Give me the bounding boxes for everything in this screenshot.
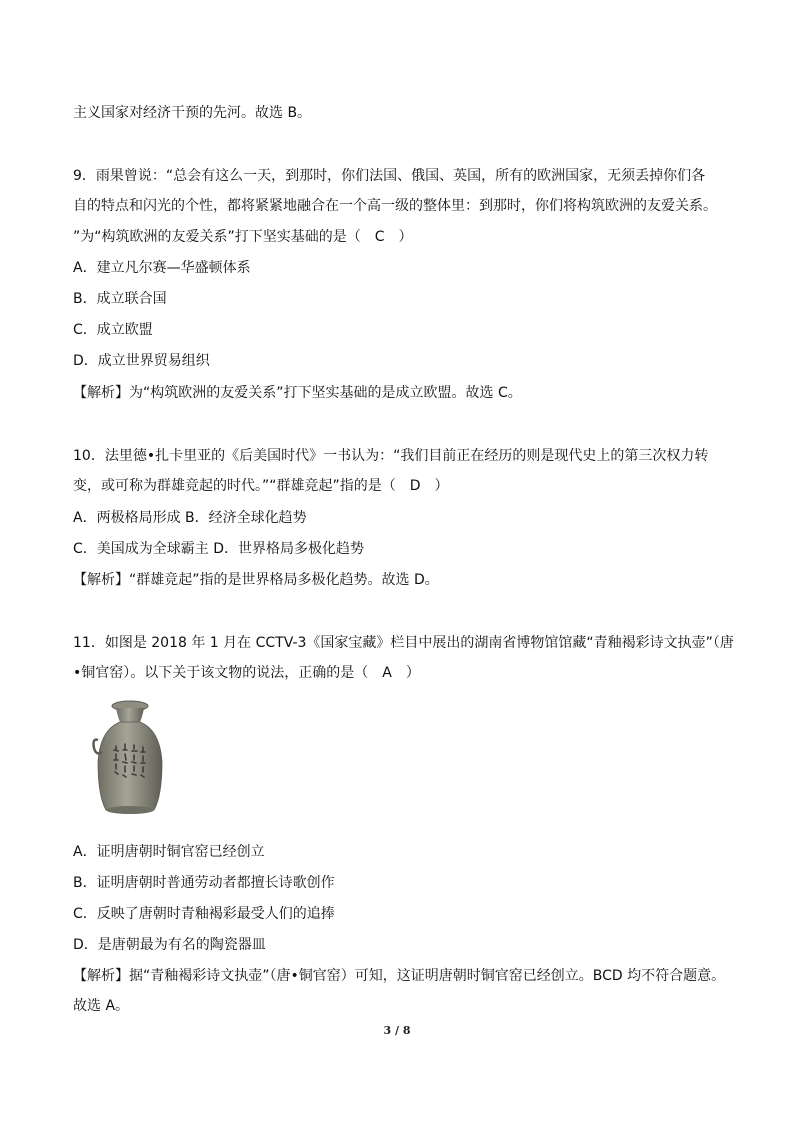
q9-analysis: 【解析】为“构筑欧洲的友爱关系”打下坚实基础的是成立欧盟。故选 C。 xyxy=(73,385,522,401)
page-number: 3 / 8 xyxy=(383,1024,411,1037)
previous-answer-continuation: 主义国家对经济干预的先河。故选 B。 xyxy=(73,105,312,121)
q11-analysis-line2: 故选 A。 xyxy=(73,998,130,1014)
q10-analysis: 【解析】“群雄竞起”指的是世界格局多极化趋势。故选 D。 xyxy=(73,572,439,588)
q11-stem-line2: •铜官窑）。以下关于该文物的说法，正确的是（ A ） xyxy=(73,665,420,681)
q11-stem-line1: 11．如图是 2018 年 1 月在 CCTV-3《国家宝藏》栏目中展出的湖南省博物馆馆藏“青釉褐彩诗文执壶”（唐 xyxy=(73,635,734,651)
q9-option-a: A．建立凡尔赛—华盛顿体系 xyxy=(73,260,251,276)
q11-option-c: C．反映了唐朝时青釉褐彩最受人们的追捧 xyxy=(73,906,335,922)
q11-option-a: A．证明唐朝时铜官窑已经创立 xyxy=(73,844,265,860)
q11-option-d: D．是唐朝最为有名的陶瓷器皿 xyxy=(73,937,266,953)
q9-stem-line3: ”为“构筑欧洲的友爱关系”打下坚实基础的是（ C ） xyxy=(73,229,413,245)
q10-options-cd: C．美国成为全球霸主 D．世界格局多极化趋势 xyxy=(73,541,365,557)
q9-option-d: D．成立世界贸易组织 xyxy=(73,353,210,369)
q9-option-b: B．成立联合国 xyxy=(73,291,167,307)
q11-option-b: B．证明唐朝时普通劳动者都擅长诗歌创作 xyxy=(73,875,335,891)
q9-stem-line2: 自的特点和闪光的个性，都将紧紧地融合在一个高一级的整体里：到那时，你们将构筑欧洲的友爱关系。 xyxy=(73,198,717,214)
q10-stem-line1: 10．法里德•扎卡里亚的《后美国时代》一书认为：“我们目前正在经历的则是现代史上的第三次权力转 xyxy=(73,448,709,464)
ewer-photo xyxy=(92,700,164,818)
q9-stem-line1: 9．雨果曾说：“总会有这么一天，到那时，你们法国、俄国、英国，所有的欧洲国家，无须丢掉你们各 xyxy=(73,168,706,184)
q9-option-c: C．成立欧盟 xyxy=(73,322,153,338)
q11-analysis-line1: 【解析】据“青釉褐彩诗文执壶”（唐•铜官窑）可知，这证明唐朝时铜官窑已经创立。BCD 均不符合题意。 xyxy=(73,968,726,984)
q10-stem-line2: 变，或可称为群雄竞起的时代。”“群雄竞起”指的是（ D ） xyxy=(73,478,449,494)
q10-options-ab: A．两极格局形成 B．经济全球化趋势 xyxy=(73,510,307,526)
